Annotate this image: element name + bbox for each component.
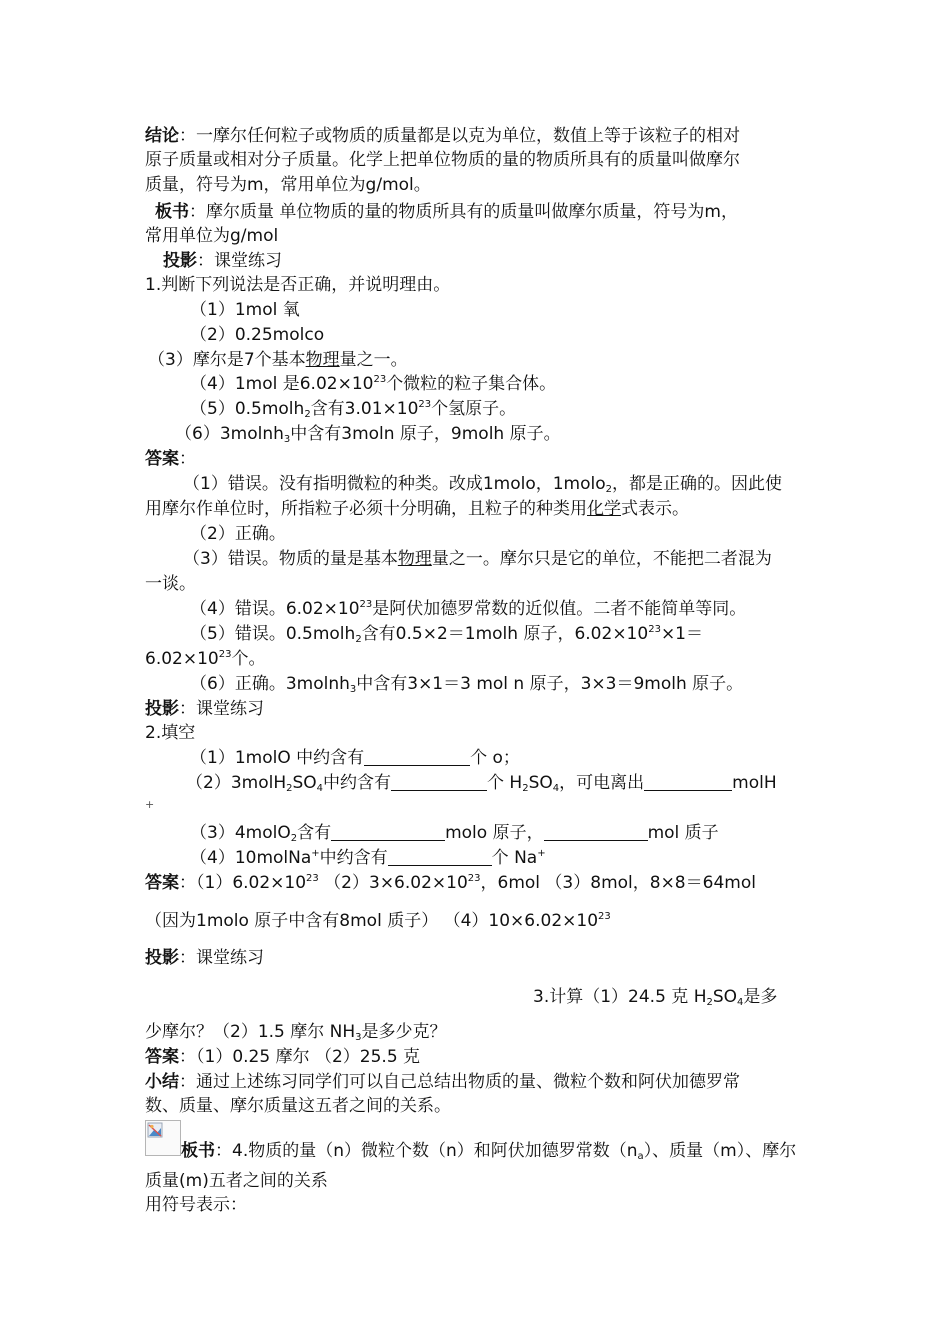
answer-1-item-3-cont: 一谈。 bbox=[145, 574, 196, 594]
summary-line-2: 数、质量、摩尔质量这五者之间的关系。 bbox=[145, 1096, 451, 1116]
answer-heading-1: 答案： bbox=[145, 449, 196, 469]
projection-heading-3: 投影：课堂练习 bbox=[145, 948, 264, 968]
board-heading-2: 板书 bbox=[181, 1141, 215, 1161]
exercise-1-item-1: （1）1mol 氧 bbox=[190, 300, 300, 320]
conclusion-line-1: 结论：一摩尔任何粒子或物质的质量都是以克为单位，数值上等于该粒子的相对 bbox=[145, 126, 740, 146]
exercise-1-item-4: （4）1mol 是$6.02\times 10^{23}$个微粒的粒子集合体。 bbox=[190, 374, 557, 394]
answer-2-line-1: 答案：$(1)6.02\times 10^{23}$ $(2)3\times 6.02\times 10^{23}$，6mol （3）8mol，8×8＝64mol bbox=[145, 873, 756, 893]
answer-1-line-2: 用摩尔作单位时，所指粒子必须十分明确，且粒子的种类用化学式表示。 bbox=[145, 499, 689, 519]
exercise-1-item-6: （6）3molnh$_3$中含有3moln 原子，9molh 原子。 bbox=[175, 424, 561, 445]
exercise-2-item-4: （4）10molNa+中约含有 个 Na+ bbox=[190, 848, 546, 868]
fill-blank bbox=[388, 848, 492, 866]
conclusion-line-3: 质量，符号为m，常用单位为g/mol。 bbox=[145, 175, 431, 195]
answer-1-item-6: （6）正确。3molnh$_3$中含有3×1＝3 mol n 原子，3×3＝9molh 原子。 bbox=[190, 674, 744, 695]
projection-heading-2: 投影：课堂练习 bbox=[145, 699, 264, 719]
symbol-intro: 用符号表示： bbox=[145, 1195, 247, 1215]
answer-heading-2: 答案 bbox=[145, 873, 179, 893]
exercise-2-item-3: （3）4molO$_2$含有 molo 原子， mol 质子 bbox=[190, 823, 719, 844]
answer-1-item-4: （4）错误。$6.02\times 10^{23}$是阿伏加德罗常数的近似值。二者不能简单等同。 bbox=[190, 599, 747, 619]
exercise-2-title: 2.填空 bbox=[145, 723, 196, 743]
fill-blank bbox=[331, 823, 445, 841]
answer-2-line-2: （因为1molo 原子中含有8mol 质子） $(4)10\times 6.02\times 10^{23}$ bbox=[145, 911, 611, 931]
answer-1-item-5: （5）错误。0.5molh$_2$含有0.5×2＝1molh 原子，$6.02\times 10^{23}\times 1=$ bbox=[190, 624, 703, 645]
board-note-2-line-1: 板书：4.物质的量（n）微粒个数（n）和阿伏加德罗常数$(n_a)$、质量（m）、摩尔 bbox=[181, 1141, 797, 1162]
exercise-2-item-2: $(2)3molH_2SO_4$中约含有 个 $H_2SO_4$，可电离出 molH bbox=[186, 773, 777, 794]
exercise-1-item-5: （5）0.5molh$_2$含有$3.01\times 10^{23}$个氢原子。 bbox=[190, 399, 517, 420]
exercise-1-item-2: （2）0.25molco bbox=[190, 325, 325, 345]
fill-blank bbox=[364, 748, 470, 766]
board-note-line-2: 常用单位为g/mol bbox=[145, 226, 279, 246]
exercise-3-line-2: 少摩尔？（2）1.5 摩尔 $NH_3$是多少克？ bbox=[145, 1022, 447, 1043]
exercise-2-item-2-cont: + bbox=[145, 798, 155, 811]
answer-1-item-5-cont: $6.02\times 10^{23}$个。 bbox=[145, 649, 266, 669]
answer-heading-3: 答案 bbox=[145, 1047, 179, 1067]
fill-blank bbox=[544, 823, 648, 841]
answer-3: 答案：（1）0.25 摩尔 （2）25.5 克 bbox=[145, 1047, 421, 1067]
conclusion-line-2: 原子质量或相对分子质量。化学上把单位物质的量的物质所具有的质量叫做摩尔 bbox=[145, 150, 740, 170]
fill-blank bbox=[644, 773, 732, 791]
exercise-1-item-3: （3）摩尔是7个基本物理量之一。 bbox=[148, 350, 408, 370]
projection-heading-1: 投影：课堂练习 bbox=[163, 251, 282, 271]
exercise-3-line-1: 3.计算（1）24.5 克 $H_2SO_4$是多 bbox=[533, 987, 778, 1008]
answer-1-item-2: （2）正确。 bbox=[190, 524, 286, 544]
exercise-1-title: 1.判断下列说法是否正确，并说明理由。 bbox=[145, 275, 451, 295]
exercise-2-item-1: （1）1molO 中约含有 个 o； bbox=[190, 748, 520, 768]
answer-1-line-1: （1）错误。没有指明微粒的种类。改成1molo，1molo$_2$，都是正确的。因此使 bbox=[183, 474, 782, 495]
board-heading: 板书 bbox=[155, 202, 189, 222]
board-note-2-line-2: 质量(m)五者之间的关系 bbox=[145, 1171, 328, 1191]
answer-1-item-3: （3）错误。物质的量是基本物理量之一。摩尔只是它的单位，不能把二者混为 bbox=[183, 549, 772, 569]
broken-image-glyph bbox=[146, 1121, 180, 1155]
summary-line-1: 小结：通过上述练习同学们可以自己总结出物质的量、微粒个数和阿伏加德罗常 bbox=[145, 1072, 740, 1092]
fill-blank bbox=[391, 773, 487, 791]
summary-heading: 小结 bbox=[145, 1072, 179, 1092]
board-note-line-1: 板书：摩尔质量 单位物质的量的物质所具有的质量叫做摩尔质量，符号为m， bbox=[155, 202, 738, 222]
conclusion-heading: 结论 bbox=[145, 126, 179, 146]
broken-image-icon bbox=[145, 1120, 181, 1156]
